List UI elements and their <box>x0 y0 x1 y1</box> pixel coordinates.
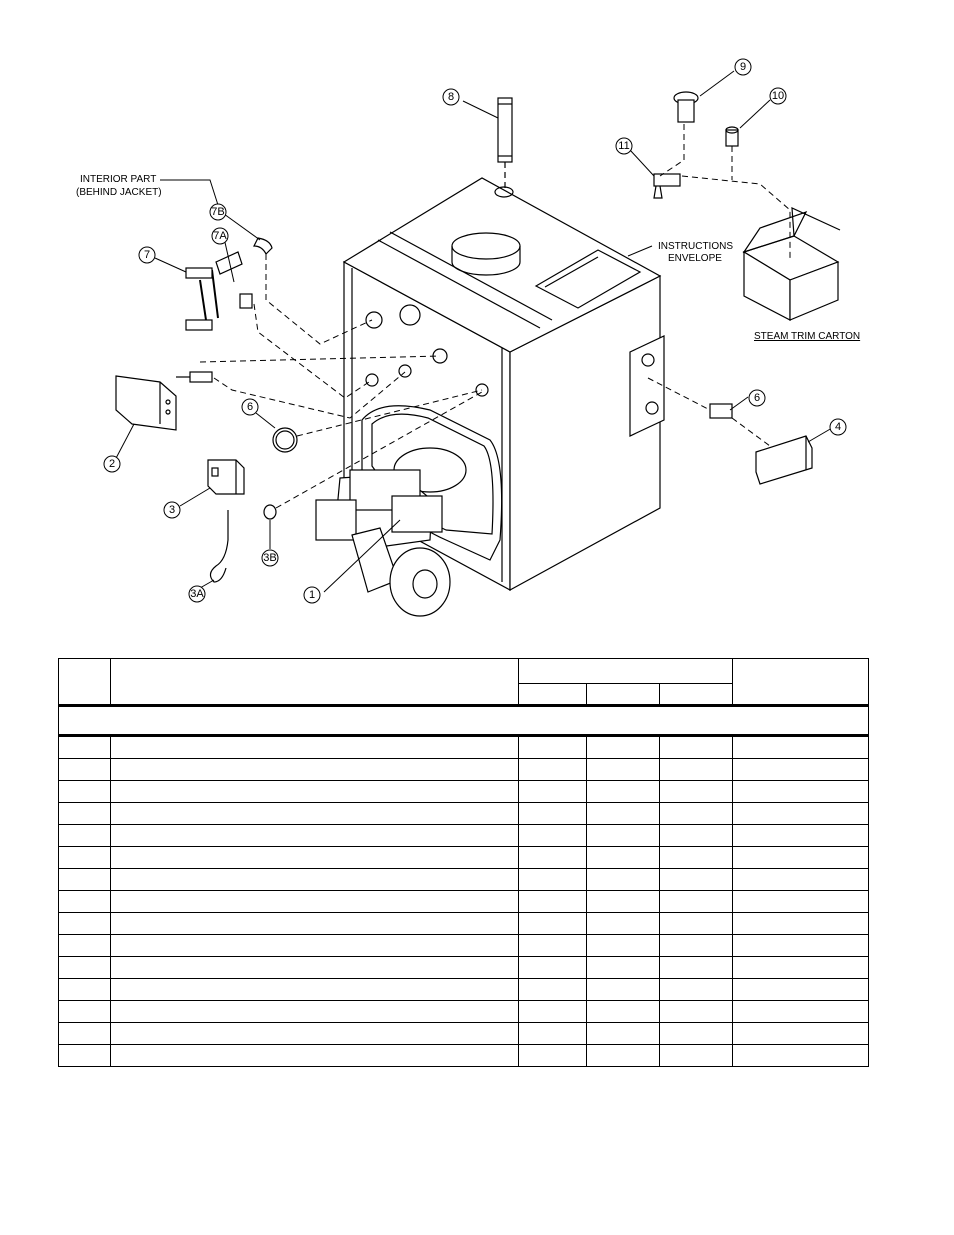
table-cell <box>660 847 733 869</box>
table-cell <box>59 759 111 781</box>
callout-4: 4 <box>834 421 842 433</box>
table-cell <box>59 781 111 803</box>
table-cell <box>587 935 660 957</box>
table-cell <box>733 913 869 935</box>
table-cell <box>111 847 519 869</box>
table-cell <box>519 803 587 825</box>
pressure-gauge <box>273 428 297 452</box>
table-cell <box>587 869 660 891</box>
table-cell <box>587 1045 660 1067</box>
table-cell <box>111 1045 519 1067</box>
table-row <box>59 825 869 847</box>
table-cell <box>111 781 519 803</box>
table-cell <box>59 803 111 825</box>
table-row <box>59 803 869 825</box>
table-cell <box>733 781 869 803</box>
callout-7: 7 <box>143 249 151 261</box>
table-cell <box>660 1001 733 1023</box>
table-row <box>59 891 869 913</box>
table-cell <box>660 979 733 1001</box>
parts-table <box>58 658 869 1067</box>
callout-11: 11 <box>618 140 630 152</box>
table-cell <box>587 913 660 935</box>
table-cell <box>587 736 660 759</box>
label-interior-part: INTERIOR PART <box>80 174 157 185</box>
table-cell <box>733 1001 869 1023</box>
subheader-cell <box>587 684 660 706</box>
header-part-number-cell <box>733 659 869 706</box>
subheader-cell <box>519 684 587 706</box>
table-cell <box>587 891 660 913</box>
table-cell <box>587 957 660 979</box>
header-quantity-group-cell <box>519 659 733 684</box>
label-envelope: ENVELOPE <box>668 253 722 264</box>
table-cell <box>59 1045 111 1067</box>
table-cell <box>660 759 733 781</box>
table-cell <box>519 979 587 1001</box>
table-cell <box>733 1023 869 1045</box>
table-cell <box>111 891 519 913</box>
table-cell <box>59 869 111 891</box>
table-cell <box>587 847 660 869</box>
table-cell <box>587 759 660 781</box>
table-cell <box>519 869 587 891</box>
table-cell <box>59 957 111 979</box>
callout-3: 3 <box>168 504 176 516</box>
table-cell <box>111 935 519 957</box>
table-row <box>59 736 869 759</box>
section-cell <box>59 706 869 736</box>
table-cell <box>111 825 519 847</box>
gauge-glass-set <box>186 252 242 330</box>
callout-10: 10 <box>771 90 785 102</box>
table-cell <box>733 869 869 891</box>
callout-8: 8 <box>447 91 455 103</box>
table-cell <box>59 847 111 869</box>
table-cell <box>519 1023 587 1045</box>
table-cell <box>111 736 519 759</box>
callout-9: 9 <box>739 61 747 73</box>
table-cell <box>59 1023 111 1045</box>
table-cell <box>660 825 733 847</box>
table-cell <box>111 803 519 825</box>
callout-7b: 7B <box>211 206 225 218</box>
table-cell <box>733 1045 869 1067</box>
table-cell <box>660 891 733 913</box>
steam-trim-carton <box>744 208 840 320</box>
table-row <box>59 1001 869 1023</box>
table-cell <box>660 803 733 825</box>
table-row <box>59 847 869 869</box>
callout-1: 1 <box>308 589 316 601</box>
table-row <box>59 869 869 891</box>
table-row <box>59 781 869 803</box>
table-cell <box>587 781 660 803</box>
table-cell <box>111 759 519 781</box>
table-section-row <box>59 706 869 736</box>
table-cell <box>660 957 733 979</box>
table-cell <box>733 935 869 957</box>
table-cell <box>111 913 519 935</box>
supply-pipe <box>498 98 512 162</box>
probe-wire <box>210 510 228 582</box>
callout-7a: 7A <box>213 230 227 242</box>
callout-6-right: 6 <box>753 392 761 404</box>
table-cell <box>587 1023 660 1045</box>
subheader-cell <box>660 684 733 706</box>
table-cell <box>660 913 733 935</box>
drain-valve <box>654 174 680 198</box>
table-cell <box>519 847 587 869</box>
callout-6-left: 6 <box>246 401 254 413</box>
table-cell <box>519 913 587 935</box>
table-cell <box>733 736 869 759</box>
table-cell <box>519 891 587 913</box>
table-row <box>59 1023 869 1045</box>
table-cell <box>587 979 660 1001</box>
table-cell <box>519 935 587 957</box>
callout-2: 2 <box>108 458 116 470</box>
table-cell <box>111 1001 519 1023</box>
table-cell <box>59 736 111 759</box>
limit-control <box>756 436 812 484</box>
table-row <box>59 759 869 781</box>
table-cell <box>59 825 111 847</box>
table-row <box>59 1045 869 1067</box>
parts-table-body <box>59 659 869 1067</box>
table-cell <box>59 891 111 913</box>
table-cell <box>733 847 869 869</box>
table-cell <box>733 957 869 979</box>
table-cell <box>660 1045 733 1067</box>
table-cell <box>111 979 519 1001</box>
callout-3b: 3B <box>263 552 277 564</box>
side-control-panel <box>630 336 664 436</box>
label-behind-jacket: (BEHIND JACKET) <box>76 187 162 198</box>
table-cell <box>519 736 587 759</box>
table-cell <box>519 1045 587 1067</box>
table-cell <box>660 1023 733 1045</box>
table-cell <box>587 1001 660 1023</box>
table-cell <box>519 781 587 803</box>
relief-valve <box>674 92 698 122</box>
label-instructions: INSTRUCTIONS <box>658 241 733 252</box>
table-cell <box>660 781 733 803</box>
table-row <box>59 979 869 1001</box>
table-row <box>59 913 869 935</box>
table-cell <box>660 869 733 891</box>
table-row <box>59 935 869 957</box>
table-cell <box>59 1001 111 1023</box>
table-cell <box>660 935 733 957</box>
table-cell <box>733 891 869 913</box>
table-header-row <box>59 659 869 684</box>
table-cell <box>519 759 587 781</box>
table-cell <box>111 957 519 979</box>
table-cell <box>59 935 111 957</box>
table-cell <box>59 913 111 935</box>
table-cell <box>660 736 733 759</box>
table-cell <box>519 957 587 979</box>
table-cell <box>59 979 111 1001</box>
table-cell <box>587 803 660 825</box>
low-water-cutoff <box>208 460 244 494</box>
callout-3a: 3A <box>190 588 204 600</box>
table-cell <box>111 869 519 891</box>
table-cell <box>519 1001 587 1023</box>
table-cell <box>733 759 869 781</box>
table-cell <box>733 979 869 1001</box>
label-steam-trim-carton: STEAM TRIM CARTON <box>754 331 861 342</box>
table-cell <box>111 1023 519 1045</box>
header-description-cell <box>111 659 519 706</box>
table-cell <box>587 825 660 847</box>
table-cell <box>733 825 869 847</box>
header-key-cell <box>59 659 111 706</box>
table-cell <box>519 825 587 847</box>
table-row <box>59 957 869 979</box>
table-cell <box>733 803 869 825</box>
pigtail-fitting <box>176 372 212 382</box>
